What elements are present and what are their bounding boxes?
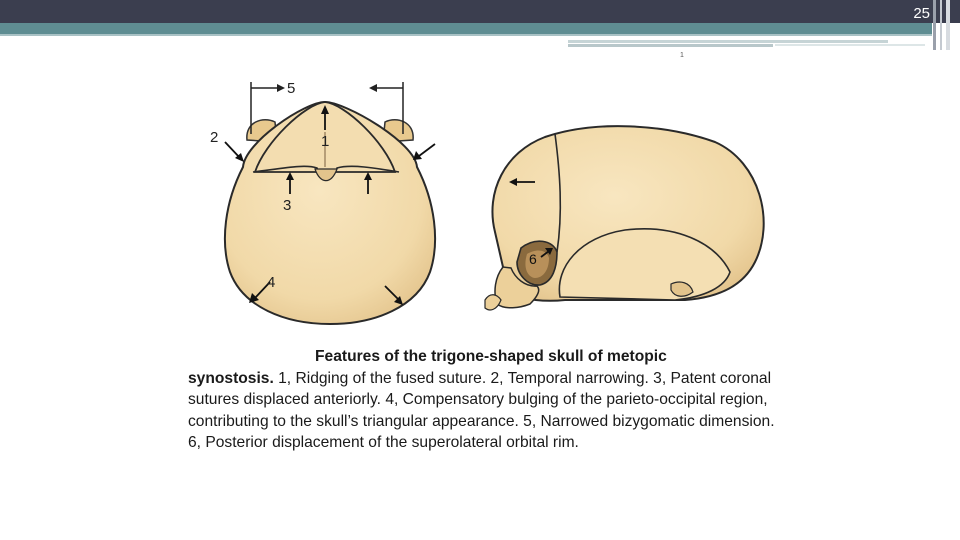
label-3: 3 [283,197,292,214]
caption-body: 1, Ridging of the fused suture. 2, Temporal narrowing. 3, Patent coronal sutures displaced anteriorly. 4, Compensatory bulging of the parieto-occipital region, contributing to the skull’s triangular appearance. 5, Narrowed bizygomatic dimension. 6, Posterior displacement of the superolateral orbital rim. [188,369,775,452]
caption-title: Features of the trigone-shaped skull of metopic [315,348,667,365]
label-2: 2 [210,129,219,146]
small-mark: 1 [680,52,684,59]
decor-line [568,44,773,47]
label-4: 4 [267,274,276,291]
skull-top-view [225,82,435,324]
caption-lead: synostosis. [188,369,274,387]
decor-line [568,40,888,43]
accent-line [0,34,932,36]
skull-illustration [185,72,785,344]
skull-lateral-view [485,126,764,310]
accent-band [0,23,932,34]
decor-line [775,44,925,46]
decor-bar [940,0,942,50]
label-1: 1 [321,133,330,150]
decor-bar [946,0,950,50]
figure-caption [188,346,778,454]
top-bar [0,0,960,23]
label-6: 6 [529,251,537,267]
page-number: 25 [913,5,930,22]
decor-bar [933,0,936,50]
label-5: 5 [287,80,296,97]
